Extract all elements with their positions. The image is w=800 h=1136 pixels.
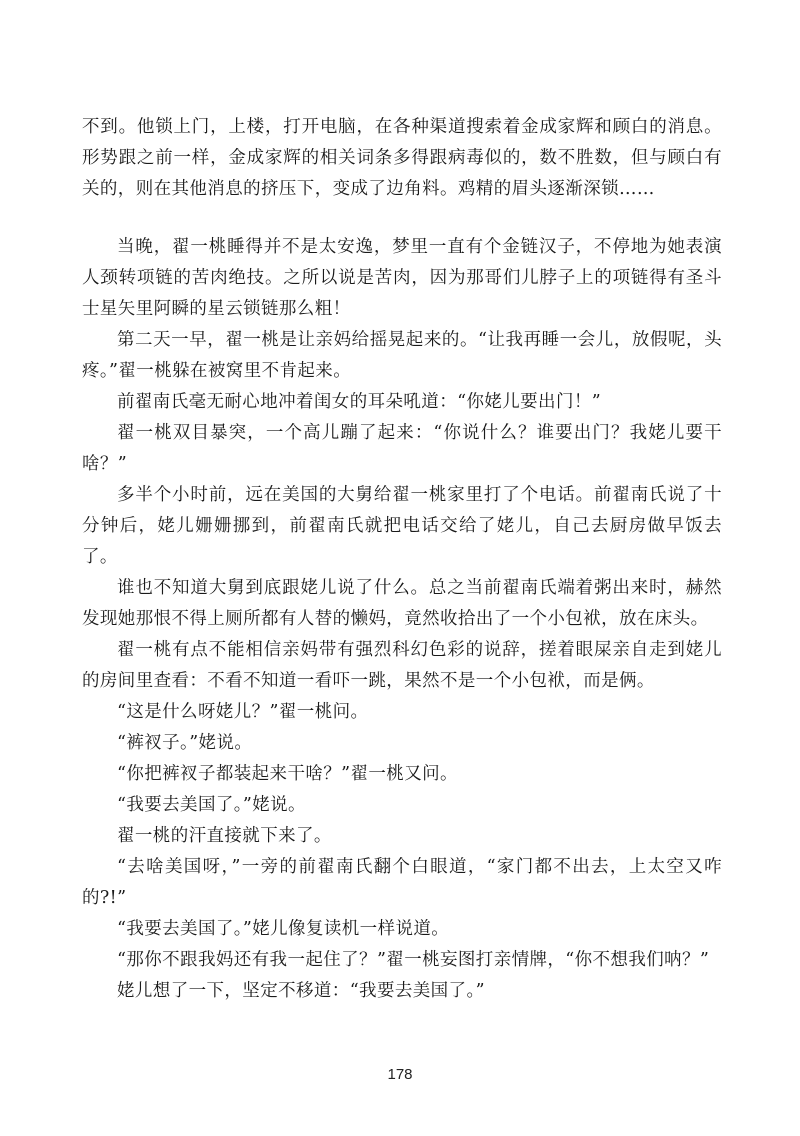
- paragraph: 多半个小时前，远在美国的大舅给翟一桃家里打了个电话。前翟南氏说了十分钟后，姥儿姗姗挪到，前翟南氏就把电话交给了姥儿，自己去厨房做早饭去了。: [82, 485, 722, 567]
- text-block-main: [82, 232, 722, 1007]
- paragraph: 翟一桃的汗直接就下来了。: [117, 826, 332, 846]
- paragraph: “你把裤衩子都装起来干啥？”翟一桃又问。: [117, 764, 458, 784]
- paragraph: 翟一桃双目暴突，一个高儿蹦了起来：“你说什么？谁要出门？我姥儿要干啥？”: [82, 423, 722, 474]
- paragraph: 翟一桃有点不能相信亲妈带有强烈科幻色彩的说辞，搓着眼屎亲自走到姥儿的房间里查看：不看不知道一看吓一跳，果然不是一个小包袱，而是俩。: [82, 640, 722, 691]
- paragraph: 谁也不知道大舅到底跟姥儿说了什么。总之当前翟南氏端着粥出来时，赫然发现她那恨不得上厕所都有人替的懒妈，竟然收拾出了一个小包袱，放在床头。: [82, 578, 722, 629]
- paragraph: “那你不跟我妈还有我一起住了？”翟一桃妄图打亲情牌，“你不想我们呐？”: [117, 950, 710, 970]
- paragraph: 第二天一早，翟一桃是让亲妈给摇晃起来的。“让我再睡一会儿，放假呢，头疼。”翟一桃躲在被窝里不肯起来。: [82, 330, 722, 381]
- paragraph: 前翟南氏毫无耐心地冲着闺女的耳朵吼道：“你姥儿要出门！”: [117, 392, 602, 412]
- paragraph: “裤衩子。”姥说。: [117, 733, 253, 753]
- paragraph: “去啥美国呀，”一旁的前翟南氏翻个白眼道，“家门都不出去，上太空又咋的?!”: [82, 857, 722, 908]
- text-block-continuation: [82, 112, 722, 205]
- paragraph: “这是什么呀姥儿？”翟一桃问。: [117, 702, 369, 722]
- paragraph: 当晚，翟一桃睡得并不是太安逸，梦里一直有个金链汉子，不停地为她表演人颈转项链的苦肉绝技。之所以说是苦肉，因为那哥们儿脖子上的项链得有圣斗士星矢里阿瞬的星云锁链那么粗！: [82, 237, 722, 319]
- paragraph: 姥儿想了一下，坚定不移道：“我要去美国了。”: [117, 981, 485, 1001]
- paragraph: “我要去美国了。”姥儿像复读机一样说道。: [117, 919, 450, 939]
- paragraph: 不到。他锁上门，上楼，打开电脑，在各种渠道搜索着金成家辉和顾白的消息。形势跟之前一样，金成家辉的相关词条多得跟病毒似的，数不胜数，但与顾白有关的，则在其他消息的挤压下，变成了边角料。鸡精的眉头逐渐深锁……: [82, 117, 722, 199]
- paragraph: “我要去美国了。”姥说。: [117, 795, 306, 815]
- page-number: 178: [387, 1066, 413, 1083]
